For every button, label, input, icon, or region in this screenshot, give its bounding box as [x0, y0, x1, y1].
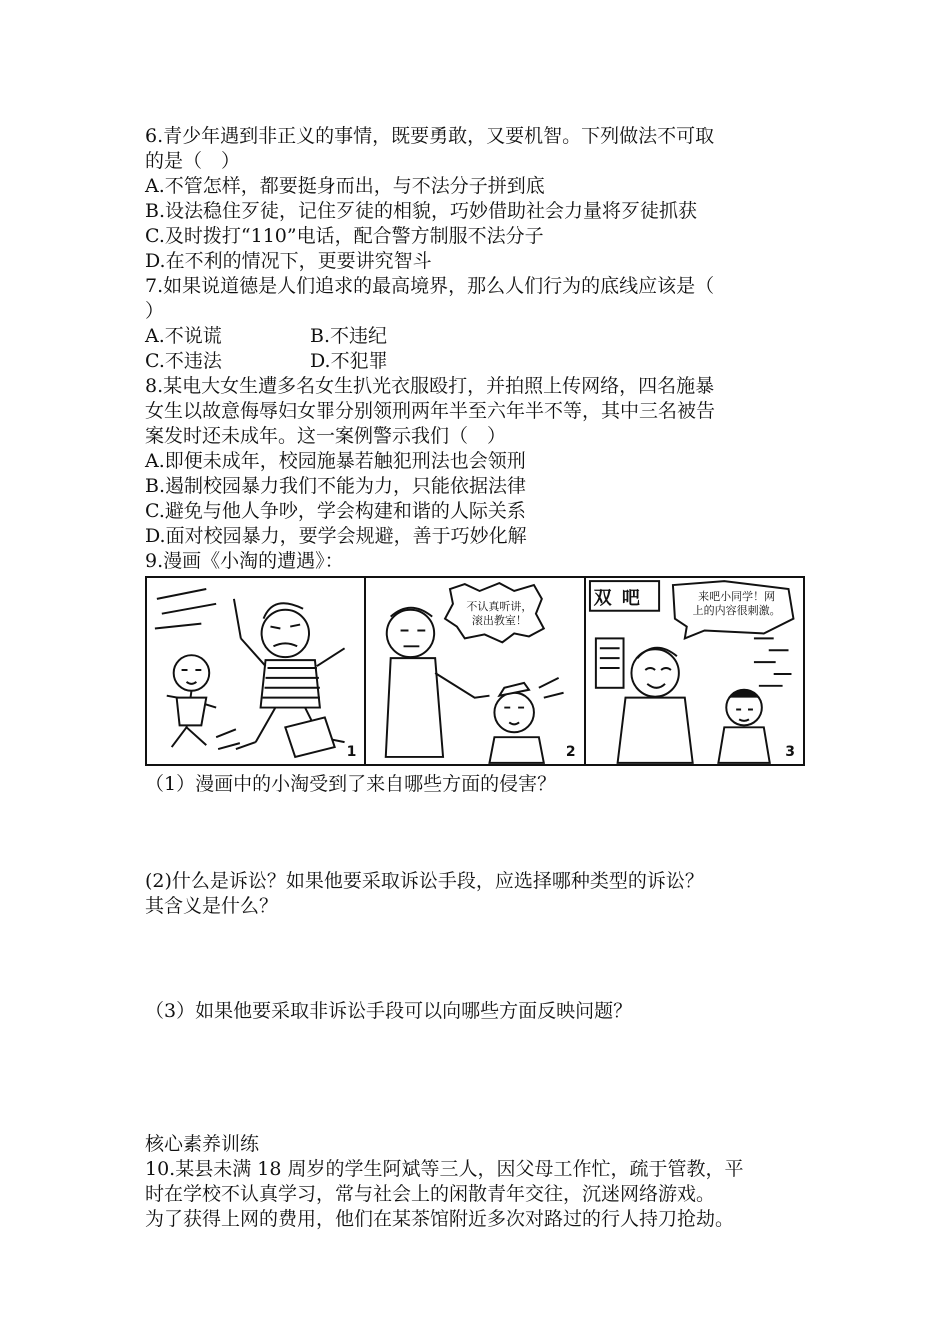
comic-panel-2-speech — [458, 600, 540, 628]
q7-option-a: A.不说谎 — [145, 325, 222, 347]
q8-option-c: C.避免与他人争吵，学会构建和谐的人际关系 — [145, 500, 526, 522]
q9-sub1: （1）漫画中的小淘受到了来自哪些方面的侵害？ — [145, 773, 557, 795]
q6-option-d: D.在不利的情况下，更要讲究智斗 — [145, 250, 432, 272]
comic-panel-1 — [147, 578, 366, 764]
q7-options-row2 — [145, 349, 815, 374]
comic-panel-1-number: 1 — [346, 744, 357, 760]
q9-sub2-line1: (2)什么是诉讼？如果他要采取诉讼手段，应选择哪种类型的诉讼？ — [145, 870, 704, 892]
exam-page — [145, 124, 815, 1232]
q9-stem: 9.漫画《小淘的遭遇》： — [145, 550, 344, 572]
q8-stem-line2: 女生以故意侮辱妇女罪分别领刑两年半至六年半不等，其中三名被告 — [145, 400, 716, 422]
section-title: 核心素养训练 — [145, 1133, 260, 1155]
q7-stem-line1: 7.如果说道德是人们追求的最高境界，那么人们行为的底线应该是（ — [145, 275, 715, 297]
q6-stem-line1: 6.青少年遇到非正义的事情，既要勇敢，又要机智。下列做法不可取 — [145, 125, 715, 147]
comic-panel-3-sign: 双 吧 — [593, 588, 642, 609]
comic-panel-3-number: 3 — [785, 744, 795, 760]
comic-panel-1-drawing — [147, 578, 364, 764]
q8-stem-line3: 案发时还未成年。这一案例警示我们（ ） — [145, 425, 507, 447]
q6-option-c: C.及时拨打“110”电话，配合警方制服不法分子 — [145, 225, 544, 247]
q9-sub2-line2: 其含义是什么？ — [145, 895, 279, 917]
q6-option-a: A.不管怎样，都要挺身而出，与不法分子拼到底 — [145, 175, 545, 197]
q7-options-row1 — [145, 324, 815, 349]
q6-stem-line2: 的是（ ） — [145, 150, 241, 172]
q8-option-a: A.即便未成年，校园施暴若触犯刑法也会领刑 — [145, 450, 526, 472]
q10-line1: 10.某县未满 18 周岁的学生阿斌等三人，因父母工作忙，疏于管教，平 — [145, 1158, 744, 1180]
comic-panel-3-speech — [682, 590, 792, 618]
q7-stem-line2: ） — [145, 300, 165, 322]
q7-option-c: C.不违法 — [145, 350, 222, 372]
comic-strip — [145, 576, 805, 766]
q7-option-b: B.不违纪 — [310, 325, 388, 347]
comic-panel-3 — [586, 578, 803, 764]
q8-stem-line1: 8.某电大女生遭多名女生扒光衣服殴打，并拍照上传网络，四名施暴 — [145, 375, 715, 397]
comic-panel-2-speech-line1: 不认真听讲， — [466, 600, 533, 613]
comic-panel-2-speech-line2: 滚出教室！ — [471, 614, 527, 627]
comic-panel-3-speech-line1: 来吧小同学！网 — [698, 590, 776, 603]
q6-option-b: B.设法稳住歹徒，记住歹徒的相貌，巧妙借助社会力量将歹徒抓获 — [145, 200, 698, 222]
q10-line2: 时在学校不认真学习，常与社会上的闲散青年交往，沉迷网络游戏。 — [145, 1183, 716, 1205]
q9-sub3: （3）如果他要采取非诉讼手段可以向哪些方面反映问题？ — [145, 1000, 633, 1022]
q8-option-d: D.面对校园暴力，要学会规避，善于巧妙化解 — [145, 525, 527, 547]
answer-space-1 — [145, 797, 815, 869]
comic-panel-3-speech-line2: 上的内容很刺激。 — [692, 604, 781, 617]
q7-option-d: D.不犯罪 — [310, 350, 388, 372]
comic-panel-2 — [366, 578, 585, 764]
comic-panel-2-number: 2 — [565, 744, 576, 760]
answer-space-3 — [145, 1024, 815, 1132]
q8-option-b: B.遏制校园暴力我们不能为力，只能依据法律 — [145, 475, 527, 497]
answer-space-2 — [145, 919, 815, 999]
q10-line3: 为了获得上网的费用，他们在某茶馆附近多次对路过的行人持刀抢劫。 — [145, 1208, 735, 1230]
